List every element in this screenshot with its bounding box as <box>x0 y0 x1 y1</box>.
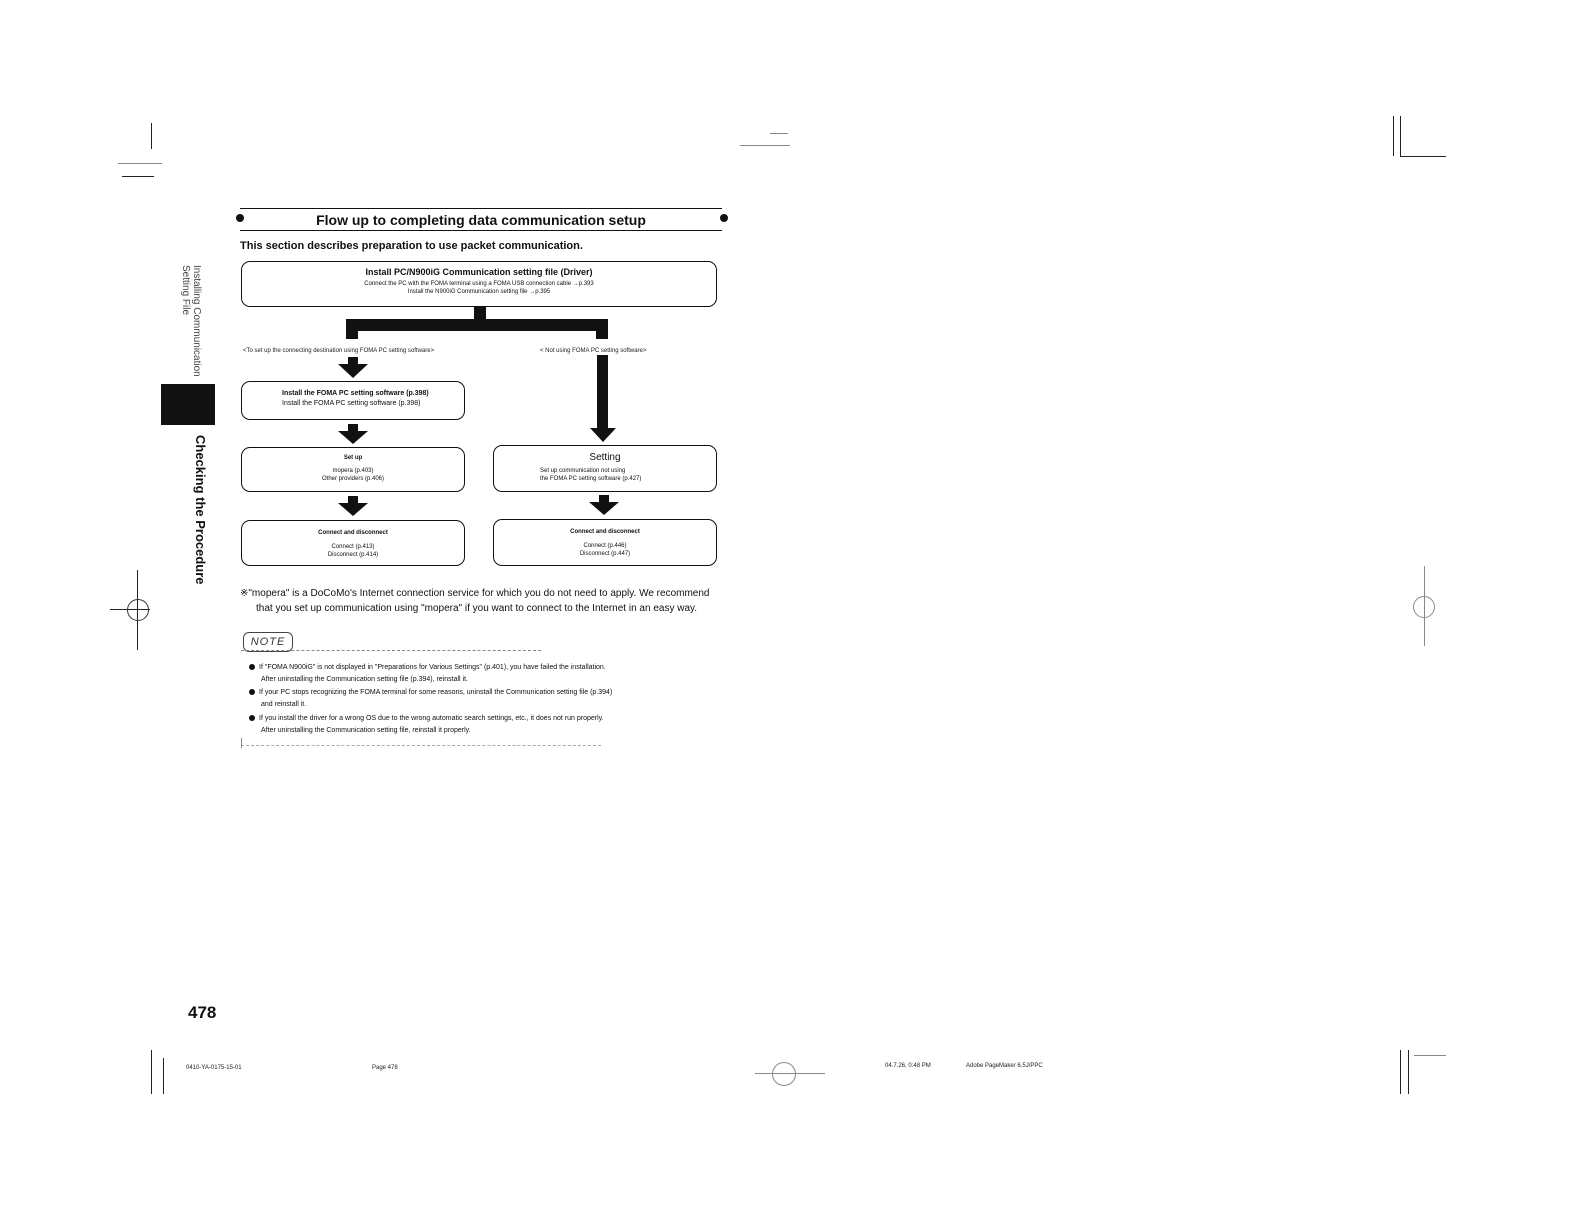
setting-box <box>493 445 717 492</box>
install-driver-box <box>241 261 717 307</box>
install-pc-software-line-2: Install the FOMA PC setting software (p.398) <box>282 400 421 407</box>
note-item <box>249 687 612 711</box>
install-pc-software-line-1: Install the FOMA PC setting software (p.398) <box>282 390 429 397</box>
branch-label-right: < Not using FOMA PC setting software> <box>540 348 647 354</box>
crop-mark <box>1400 116 1401 156</box>
down-arrow-shaft <box>597 355 608 429</box>
down-arrow-shaft <box>599 495 609 502</box>
right-connect-title: Connect and disconnect <box>570 529 640 535</box>
footnote-line-1: ※"mopera" is a DoCoMo's Internet connection service for which you do not need to apply. We recommend <box>240 588 710 599</box>
install-driver-step-1: Connect the PC with the FOMA terminal using a FOMA USB connection cable →p.393 <box>364 281 594 287</box>
registration-circle <box>127 599 149 621</box>
registration-circle <box>1413 596 1435 618</box>
down-arrow-icon <box>338 364 368 378</box>
note-bottom-rule <box>241 745 601 746</box>
right-connect-line: Connect (p.446) <box>583 543 627 549</box>
bullet-icon <box>249 664 255 670</box>
crop-mark <box>770 133 788 134</box>
down-arrow-icon <box>338 431 368 444</box>
setup-box <box>241 447 465 492</box>
right-connect-box <box>493 519 717 566</box>
note-item-1-line-2: After uninstalling the Communication setting file (p.394), reinstall it. <box>261 676 468 683</box>
note-item-2-line-2: and reinstall it. <box>261 701 307 708</box>
setting-line-1: Set up communication not using <box>540 468 626 474</box>
crop-mark <box>1400 1050 1401 1094</box>
install-driver-title: Install PC/N900iG Communication setting file (Driver) <box>365 267 593 277</box>
left-connect-title: Connect and disconnect <box>318 530 388 536</box>
note-item <box>249 662 606 686</box>
crop-mark <box>1414 1055 1446 1056</box>
note-badge: NOTE <box>243 632 293 652</box>
side-section-title: Checking the Procedure <box>193 435 208 585</box>
down-arrow-shaft <box>348 496 358 503</box>
flow-connector <box>346 319 358 339</box>
footnote-line-2: that you set up communication using "mopera" if you want to connect to the Internet in an easy way. <box>256 603 698 614</box>
section-title: Flow up to completing data communication setup <box>240 208 722 231</box>
flow-connector <box>346 319 608 331</box>
note-item-2-line-1: If your PC stops recognizing the FOMA terminal for some reasons, uninstall the Communication setting file (p.394) <box>259 689 613 696</box>
crop-mark <box>740 145 790 146</box>
note-item <box>249 713 604 737</box>
side-chapter-label: Installing Communication Setting File <box>180 265 202 377</box>
side-tab-marker <box>161 384 215 425</box>
note-divider <box>241 650 541 651</box>
down-arrow-shaft <box>348 424 358 431</box>
registration-circle <box>772 1062 796 1086</box>
bullet-icon <box>249 715 255 721</box>
note-item-3-line-1: If you install the driver for a wrong OS due to the wrong automatic search settings, etc., it does not run properly. <box>259 715 604 722</box>
note-item-3-line-2: After uninstalling the Communication setting file, reinstall it properly. <box>261 727 471 734</box>
title-bullet-right <box>720 214 728 222</box>
crop-mark <box>163 1058 164 1094</box>
flow-connector <box>596 319 608 339</box>
branch-label-left: <To set up the connecting destination using FOMA PC setting software> <box>243 348 435 354</box>
down-arrow-icon <box>338 503 368 516</box>
footer-timestamp: 04.7.26, 0:48 PM <box>885 1063 931 1069</box>
right-disconnect-line: Disconnect (p.447) <box>579 551 631 557</box>
left-disconnect-line: Disconnect (p.414) <box>327 552 379 558</box>
footer-page: Page 478 <box>372 1065 398 1071</box>
crop-mark <box>1408 1050 1409 1094</box>
note-item-1-line-1: If "FOMA N900iG" is not displayed in "Preparations for Various Settings" (p.401), you have failed the installation. <box>259 664 606 671</box>
crop-mark <box>1393 116 1394 156</box>
section-subtitle: This section describes preparation to use packet communication. <box>240 240 583 252</box>
setting-title: Setting <box>589 452 621 463</box>
down-arrow-icon <box>590 428 616 442</box>
down-arrow-shaft <box>348 357 358 364</box>
crop-mark <box>118 163 162 164</box>
setup-mopera: mopera (p.403) <box>332 468 374 474</box>
bullet-icon <box>249 689 255 695</box>
footer-job-code: 0410-YA-0175-15-01 <box>186 1065 242 1071</box>
note-left-rule <box>241 738 242 748</box>
left-connect-box <box>241 520 465 566</box>
setting-line-2: the FOMA PC setting software (p.427) <box>540 476 642 482</box>
install-driver-step-2: Install the N900iG Communication setting file →p.395 <box>407 289 551 295</box>
crop-mark <box>122 176 154 177</box>
down-arrow-icon <box>589 502 619 515</box>
install-pc-software-box <box>241 381 465 420</box>
left-connect-line: Connect (p.413) <box>331 544 375 550</box>
crop-mark <box>151 123 152 149</box>
page-number: 478 <box>188 1003 217 1022</box>
setup-other-providers: Other providers (p.406) <box>321 476 385 482</box>
crop-mark <box>151 1050 152 1094</box>
footer-application: Adobe PageMaker 6.5J/PPC <box>966 1063 1043 1069</box>
crop-mark <box>1400 156 1446 157</box>
setup-title: Set up <box>343 455 363 461</box>
